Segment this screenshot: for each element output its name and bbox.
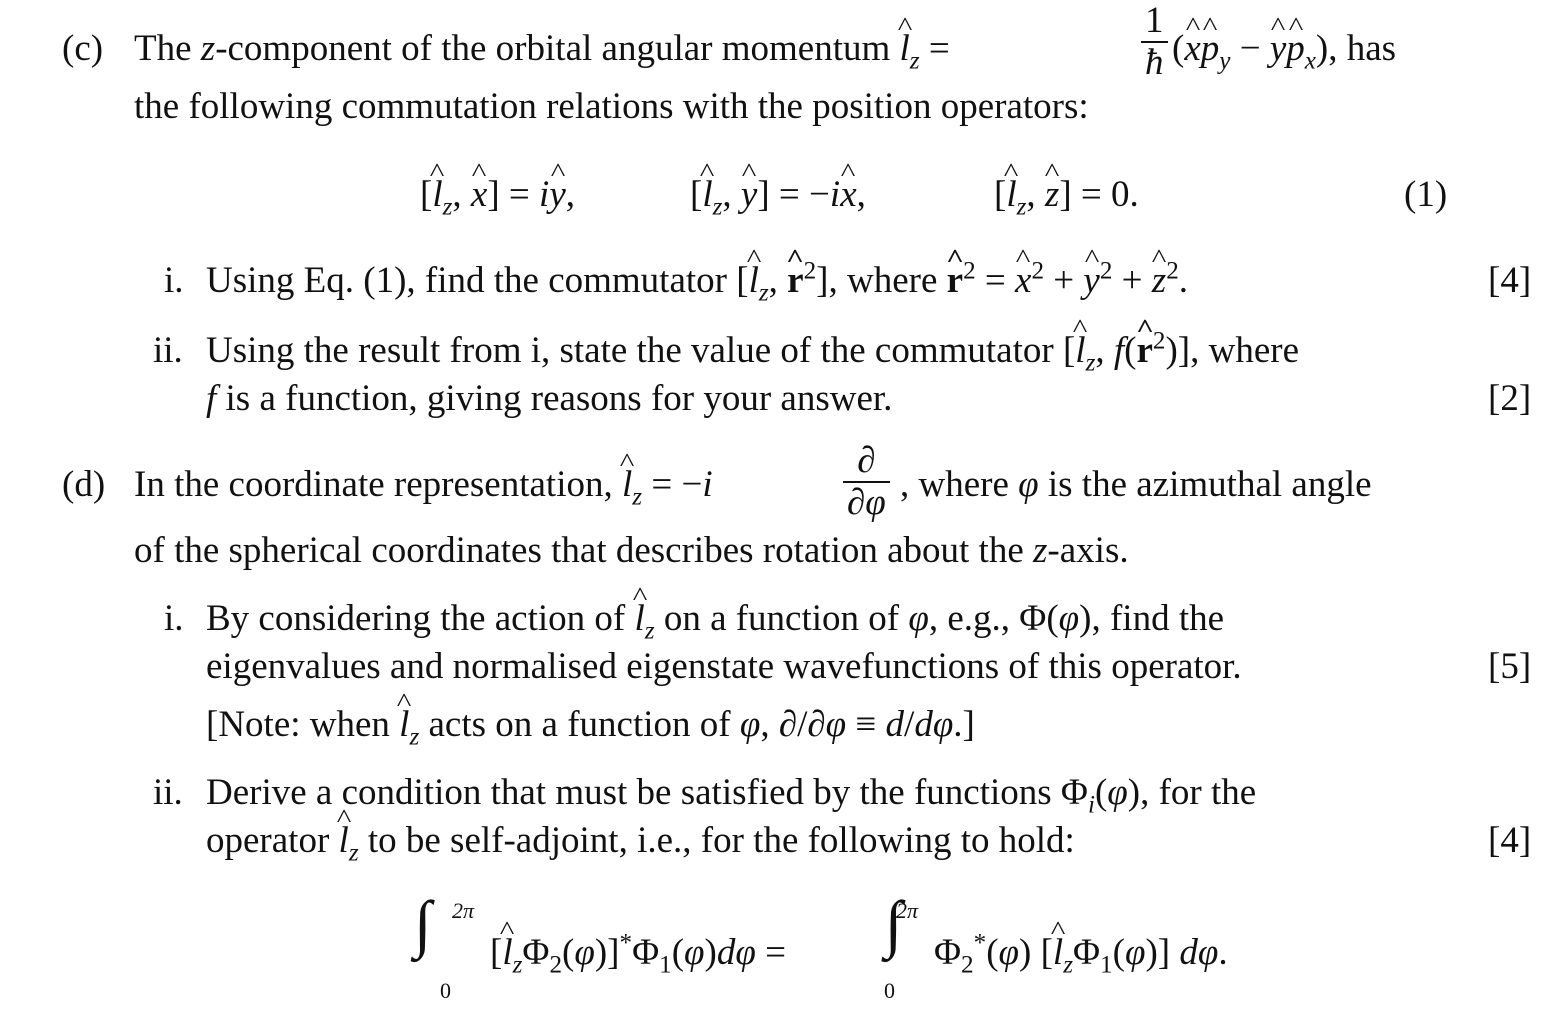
part-c-label: (c): [62, 28, 104, 69]
part-c-intro-c: , has: [1328, 28, 1397, 69]
part-c-intro-line1: The z-component of the orbital angular momentum l $\^{}_z$ =: [134, 30, 950, 67]
part-d-ii-line1-a: Derive a condition that must be satisfied by the functions: [206, 772, 1052, 813]
part-d-ii-line2-a: operator: [206, 820, 330, 861]
part-c-i-text-a: Using Eq. (1), find the commutator: [206, 260, 727, 301]
part-c-ii-text-b: , where: [1190, 330, 1300, 371]
part-d-i-line2: eigenvalues and normalised eigenstate wavefunctions of this operator.: [206, 646, 1242, 687]
part-d-i-note: [Note: when l $\^{}_z$ acts on a function of φ, ∂/∂φ ≡ d/dφ.]: [206, 706, 975, 743]
part-d-i-note-b: acts on a function of: [428, 704, 731, 745]
part-c-intro-a: The: [134, 28, 192, 69]
part-d-ii-line2: operator l $\^{}_z$ to be self-adjoint, i.e., for the following to hold:: [206, 822, 1075, 859]
part-d-intro-b: , where: [900, 464, 1009, 505]
part-d-intro-a: In the coordinate representation,: [134, 464, 613, 505]
commutator-lz-x: [l $\^{}_z$, x ^] = iy ^,: [420, 176, 575, 213]
part-c-ii-label: ii.: [153, 330, 183, 371]
part-c-i-mark: [4]: [1488, 260, 1532, 301]
part-d-i-line1-c: , e.g.,: [928, 598, 1011, 639]
equation-number-1: (1): [1404, 174, 1448, 215]
part-c-ii-line1: Using the result from i, state the value of the commutator [l $\^{}_z$, f(r ^$^2$)], where: [206, 332, 1299, 369]
part-d-intro-line1: In the coordinate representation, l $\^{}_z = -i$: [134, 466, 713, 503]
part-d-intro-line2: of the spherical coordinates that describes rotation about the z-axis.: [134, 530, 1129, 571]
part-d-i-line1: By considering the action of l $\^{}_z$ on a function of φ, e.g., Φ(φ), find the: [206, 600, 1224, 637]
part-d-intro-c: is the azimuthal angle: [1047, 464, 1372, 505]
part-d-intro-rest: , where φ is the azimuthal angle: [900, 464, 1372, 505]
self-adjoint-equation: 2π 0 ∫ [l $\^{}_z\Phi_2(\varphi)]^*\Phi_1(\varphi)d\varphi$ = 2π 0 ∫ $\Phi_2^*(\varphi)$ [l $\^{}_z\Phi_1(\varphi)$] dφ.: [414, 900, 1294, 1010]
part-d-ii-line1-b: , for the: [1140, 772, 1257, 813]
part-d-ii-label: ii.: [153, 772, 183, 813]
commutator-lz-z: [l $\^{}_z$, z ^] = 0.: [994, 176, 1139, 213]
part-d-ii-line2-b: to be self-adjoint, i.e., for the following to hold:: [367, 820, 1075, 861]
part-d-ii-mark: [4]: [1488, 820, 1532, 861]
part-c-i-text: Using Eq. (1), find the commutator [l $\^{}_z$, r ^$^2$], where r ^$^2$ = x ^$^2$ + y ^$^2$ + z ^$^2$.: [206, 262, 1188, 299]
part-c-i-text-b: , where: [828, 260, 938, 301]
partial-phi-fraction: $\frac{\partial}{\partial\varphi}$: [840, 442, 893, 524]
commutator-lz-y: [l $\^{}_z$, y ^] = −ix ^,: [690, 176, 866, 213]
part-c-ii-mark: [2]: [1488, 378, 1532, 419]
part-c-ii-text-a: Using the result from i, state the value of the commutator: [206, 330, 1054, 371]
part-c-intro-b: -component of the orbital angular momentum: [215, 28, 891, 69]
lz-definition-formula: $\frac{1}{ħ}$: [1138, 2, 1171, 84]
part-d-i-label: i.: [164, 598, 184, 639]
part-c-ii-line2: f is a function, giving reasons for your answer.: [206, 378, 893, 419]
part-d-label: (d): [62, 464, 106, 505]
part-d-i-line1-d: , find the: [1091, 598, 1225, 639]
part-c-intro-line2: the following commutation relations with the position operators:: [134, 86, 1089, 127]
part-d-line2-a: of the spherical coordinates that describes rotation about the: [134, 530, 1024, 571]
part-d-i-note-a: [Note: when: [206, 704, 390, 745]
part-d-i-line1-b: on a function of: [663, 598, 900, 639]
part-d-ii-line1: Derive a condition that must be satisfied by the functions $\Phi_i(\varphi)$, for the: [206, 772, 1257, 819]
part-d-i-line1-a: By considering the action of: [206, 598, 626, 639]
part-c-i-label: i.: [164, 260, 184, 301]
part-c-ii-line2-text: is a function, giving reasons for your answer.: [225, 378, 893, 419]
part-d-line2-b: -axis.: [1047, 530, 1129, 571]
lz-definition-rest: (x ^p $\^{}_y - y$ ^p $\^{}_x$), has: [1172, 30, 1396, 67]
part-d-i-mark: [5]: [1488, 646, 1532, 687]
